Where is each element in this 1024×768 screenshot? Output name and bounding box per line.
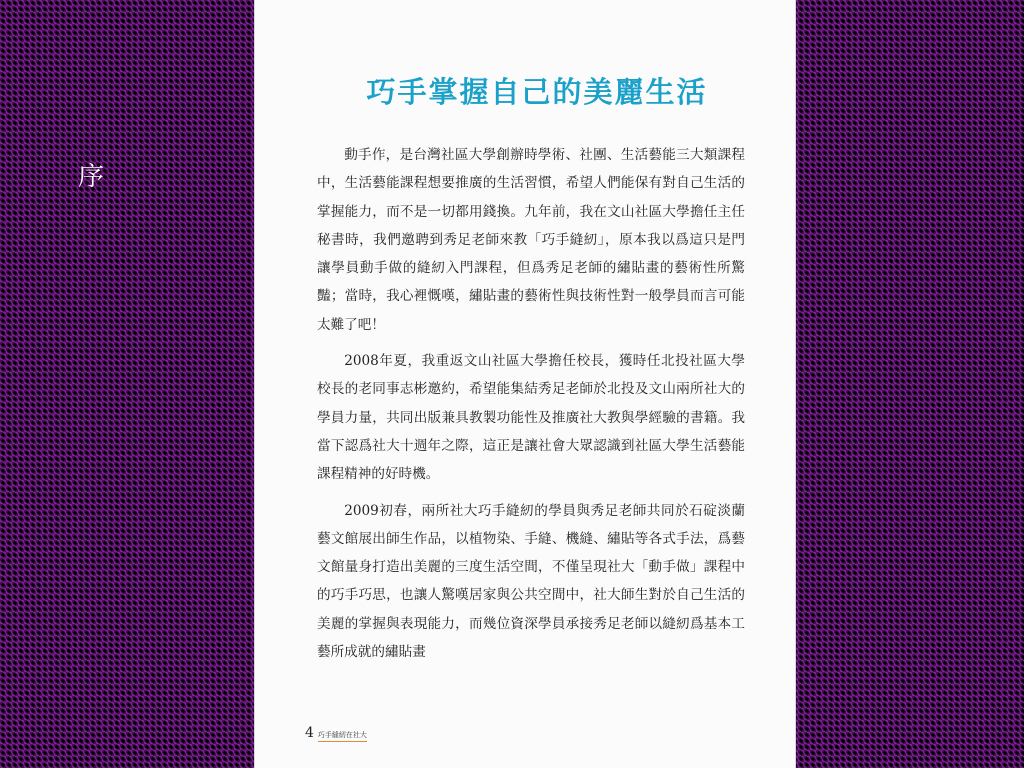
body-text xyxy=(317,141,745,666)
page-number: 4 xyxy=(305,725,314,741)
page-footer xyxy=(305,725,367,742)
scanned-book-page xyxy=(255,0,795,768)
running-book-title: 巧手縫紉在社大 xyxy=(318,730,367,742)
paragraph-1: 動手作，是台灣社區大學創辦時學術、社團、生活藝能三大類課程中，生活藝能課程想要推廣的生活習慣，希望人們能保有對自己生活的掌握能力，而不是一切都用錢換。九年前，我在文山社區大學擔任主任秘書時，我們邀聘到秀足老師來教「巧手縫紉」，原本我以爲這只是門讓學員動手做的縫紉入門課程，但爲秀足老師的繡貼畫的藝術性所驚豔；當時，我心裡慨嘆，繡貼畫的藝術性與技術性對一般學員而言可能太難了吧！ xyxy=(317,147,745,333)
paragraph-3: 2009初春，兩所社大巧手縫紉的學員與秀足老師共同於石碇淡蘭藝文館展出師生作品，以植物染、手縫、機縫、繡貼等各式手法，爲藝文館量身打造出美麗的三度生活空間，不僅呈現社大「動手做」課程中的巧手巧思，也讓人驚嘆居家與公共空間中，社大師生對於自己生活的美麗的掌握與表現能力，而幾位資深學員承接秀足老師以縫紉爲基本工藝所成就的繡貼畫 xyxy=(317,502,745,661)
paragraph-2: 2008年夏，我重返文山社區大學擔任校長，獲時任北投社區大學校長的老同事志彬邀約，希望能集結秀足老師於北投及文山兩所社大的學員力量，共同出版兼具教製功能性及推廣社大教與學經驗的書籍。我當下認爲社大十週年之際，這正是讓社會大眾認識到社區大學生活藝能課程精神的好時機。 xyxy=(317,353,745,483)
page-title: 巧手掌握自己的美麗生活 xyxy=(366,75,708,109)
slide-heading: 序 xyxy=(78,162,105,192)
